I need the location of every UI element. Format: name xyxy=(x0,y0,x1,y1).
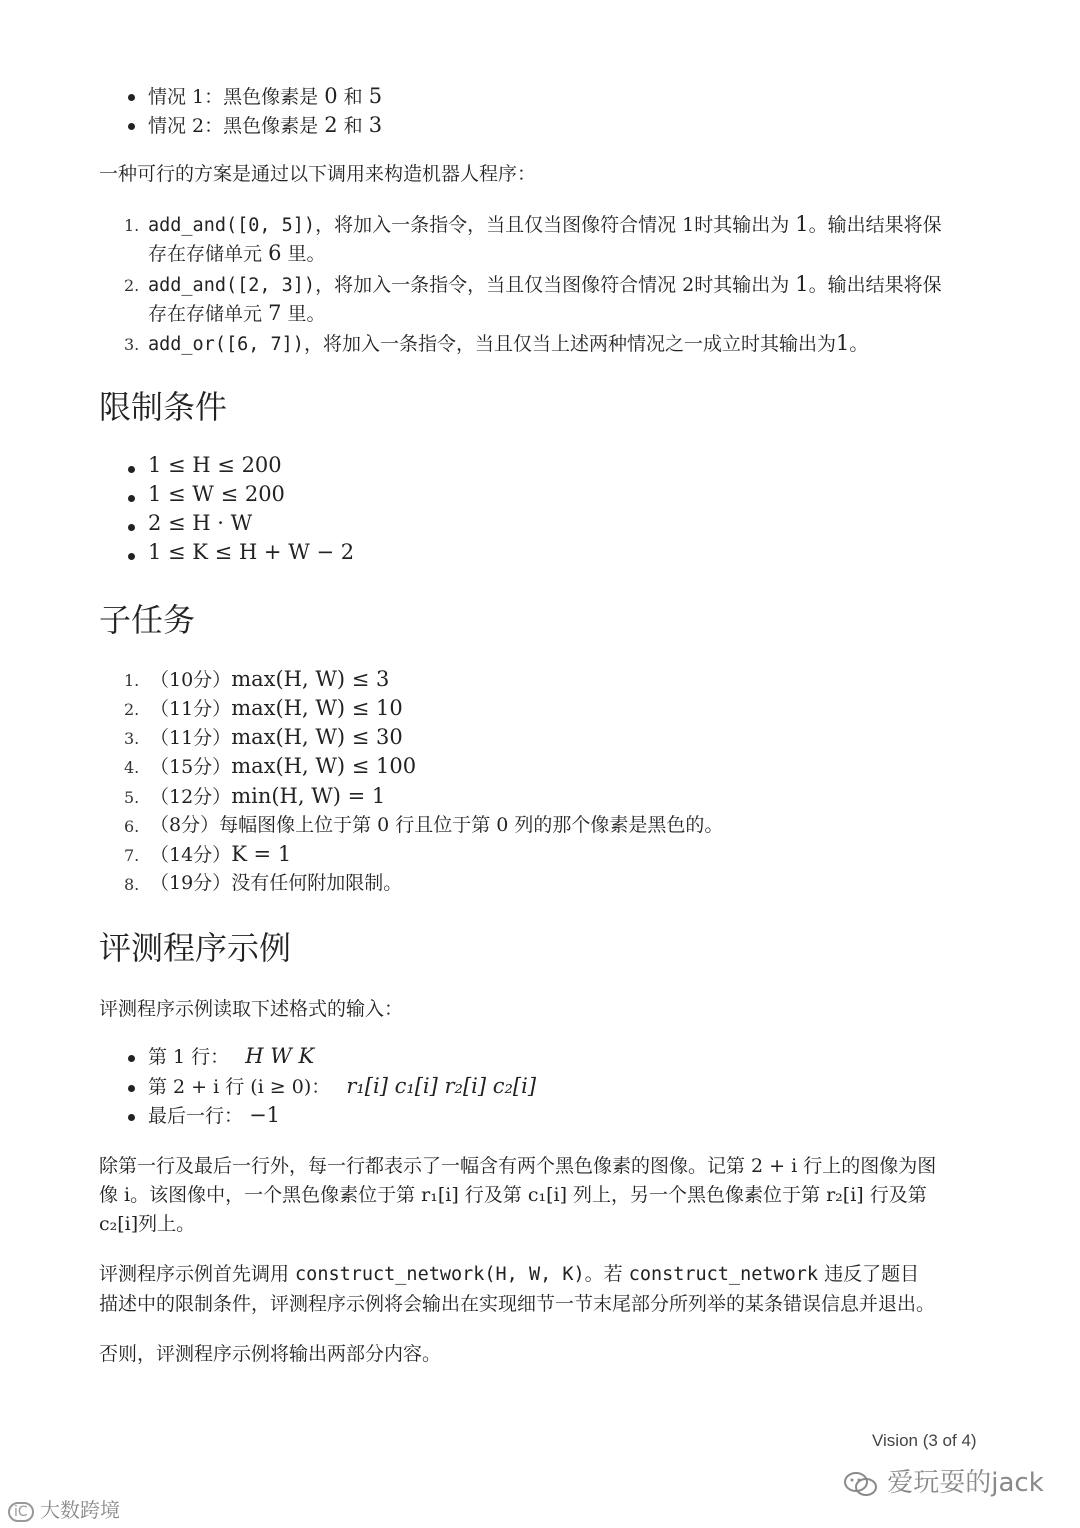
wechat-icon xyxy=(843,1470,879,1498)
list-number: 5. xyxy=(124,788,140,807)
paragraph-line: 否则，评测程序示例将输出两部分内容。 xyxy=(99,1343,442,1365)
constraint-item: 2 ≤ H · W xyxy=(148,511,253,535)
list-number: 6. xyxy=(124,817,140,836)
list-number: 8. xyxy=(124,875,140,894)
bullet-icon xyxy=(128,495,135,502)
paragraph-line: 除第一行及最后一行外，每一行都表示了一幅含有两个黑色像素的图像。记第 2 + i 行上的图像为图 xyxy=(99,1155,937,1177)
constraint-item: 1 ≤ K ≤ H + W − 2 xyxy=(148,540,355,564)
watermark-left: iC 大数跨境 xyxy=(8,1494,120,1523)
input-line: 第 1 行： H W K xyxy=(148,1044,315,1068)
constraint-item: 1 ≤ H ≤ 200 xyxy=(148,453,282,477)
subtask-item: （15分）max(H, W) ≤ 100 xyxy=(150,754,417,778)
call-item: add_and([0, 5])，将加入一条指令，当且仅当图像符合情况 1时其输出为 1。输出结果将保 xyxy=(148,212,942,236)
bullet-icon xyxy=(128,466,135,473)
list-number: 2. xyxy=(124,700,140,719)
grader-intro: 评测程序示例读取下述格式的输入： xyxy=(99,998,404,1020)
brand-logo-icon: iC xyxy=(8,1502,34,1522)
list-number: 3. xyxy=(124,729,140,748)
list-number: 1. xyxy=(124,671,140,690)
constraints-heading: 限制条件 xyxy=(99,388,228,426)
subtask-item: （11分）max(H, W) ≤ 30 xyxy=(150,725,403,749)
subtask-item: （8分）每幅图像上位于第 0 行且位于第 0 列的那个像素是黑色的。 xyxy=(150,814,724,836)
bullet-icon xyxy=(128,524,135,531)
bullet-icon xyxy=(128,1114,135,1121)
subtask-item: （10分）max(H, W) ≤ 3 xyxy=(150,667,390,691)
subtasks-heading: 子任务 xyxy=(99,601,196,639)
grader-heading: 评测程序示例 xyxy=(99,929,292,967)
subtask-item: （12分）min(H, W) = 1 xyxy=(150,784,386,808)
list-number: 4. xyxy=(124,758,140,777)
call-item: add_or([6, 7])，将加入一条指令，当且仅当上述两种情况之一成立时其输出为1。 xyxy=(148,331,869,355)
bullet-icon xyxy=(128,553,135,560)
list-number: 2. xyxy=(124,276,140,295)
paragraph-line: c₂[i]列上。 xyxy=(99,1213,196,1235)
subtask-item: （14分）K = 1 xyxy=(150,842,292,866)
list-number: 1. xyxy=(124,216,140,235)
call-item-continued: 存在存储单元 7 里。 xyxy=(148,301,326,325)
paragraph-line: 像 i。该图像中，一个黑色像素位于第 r₁[i] 行及第 c₁[i] 列上，另一个黑色像素位于第 r₂[i] 行及第 xyxy=(99,1184,927,1206)
case-item: 情况 1：黑色像素是 0 和 5 xyxy=(148,84,383,108)
call-item-continued: 存在存储单元 6 里。 xyxy=(148,241,326,265)
paragraph-line: 评测程序示例首先调用 construct_network(H, W, K)。若 construct_network 违反了题目 xyxy=(99,1263,920,1285)
input-line: 第 2 + i 行 (i ≥ 0)： r₁[i] c₁[i] r₂[i] c₂[i] xyxy=(148,1074,537,1098)
bullet-icon xyxy=(128,94,135,101)
case-item: 情况 2：黑色像素是 2 和 3 xyxy=(148,113,383,137)
list-number: 7. xyxy=(124,846,140,865)
page-footer: Vision (3 of 4) xyxy=(872,1431,977,1450)
bullet-icon xyxy=(128,1055,135,1062)
watermark-right: 爱玩耍的jack xyxy=(843,1462,1044,1499)
subtask-item: （19分）没有任何附加限制。 xyxy=(150,872,403,894)
input-line: 最后一行： −1 xyxy=(148,1103,281,1127)
plan-intro: 一种可行的方案是通过以下调用来构造机器人程序： xyxy=(99,163,537,185)
subtask-item: （11分）max(H, W) ≤ 10 xyxy=(150,696,403,720)
bullet-icon xyxy=(128,1085,135,1092)
bullet-icon xyxy=(128,123,135,130)
list-number: 3. xyxy=(124,335,140,354)
constraint-item: 1 ≤ W ≤ 200 xyxy=(148,482,285,506)
paragraph-line: 描述中的限制条件，评测程序示例将会输出在实现细节一节末尾部分所列举的某条错误信息并退出。 xyxy=(99,1293,936,1315)
call-item: add_and([2, 3])，将加入一条指令，当且仅当图像符合情况 2时其输出为 1。输出结果将保 xyxy=(148,272,942,296)
